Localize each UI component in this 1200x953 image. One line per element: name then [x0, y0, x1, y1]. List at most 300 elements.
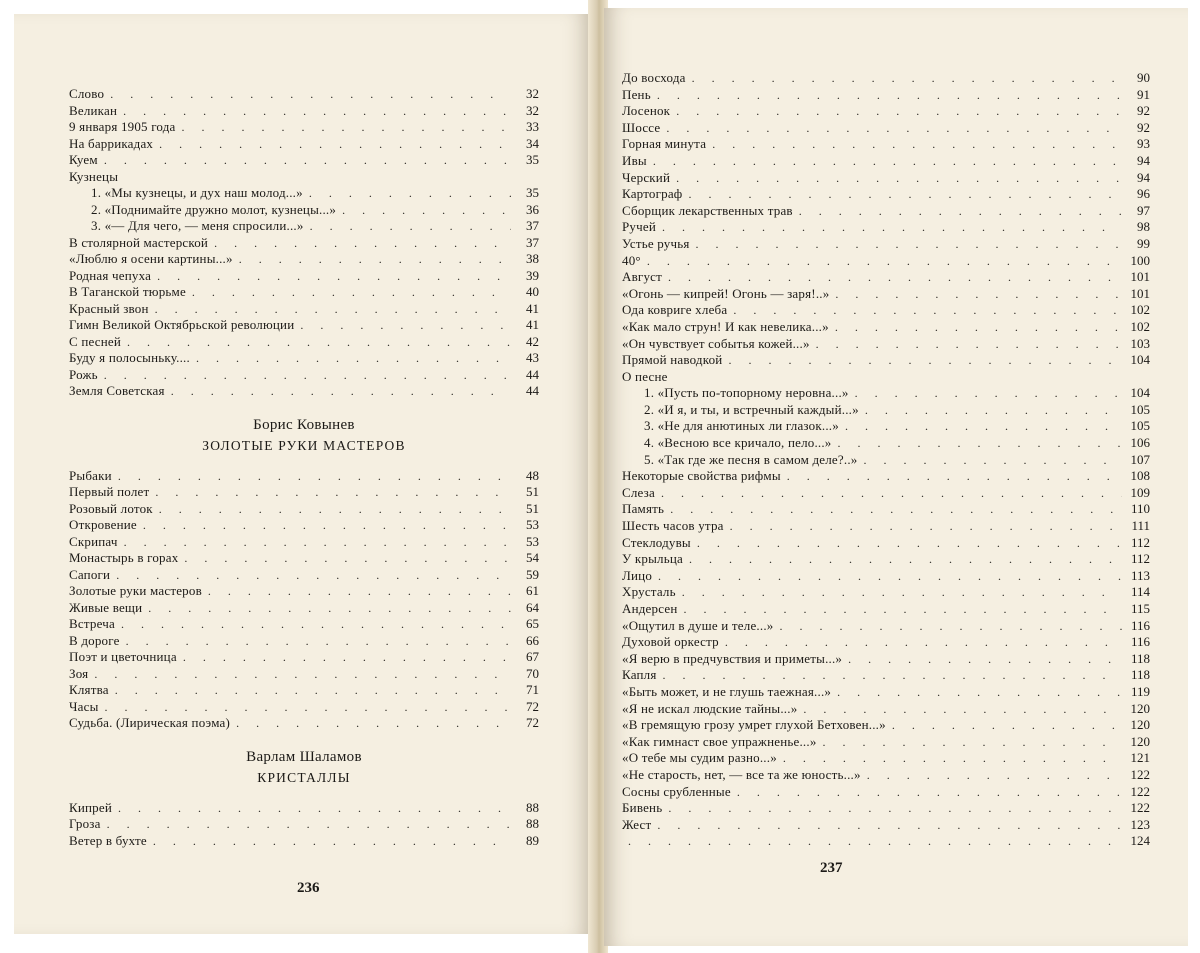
left-page — [14, 14, 590, 934]
toc-entry-title: Август — [622, 269, 663, 285]
toc-entry-title: Черский — [622, 169, 671, 185]
toc-entry — [622, 618, 1150, 635]
toc-entry-page: 119 — [1130, 683, 1150, 699]
toc-entry-title: «Я не искал людские тайны...» — [622, 700, 798, 716]
toc-entry-title: Лицо — [622, 567, 653, 583]
dot-leader — [342, 202, 511, 219]
toc-entry-page: 32 — [526, 86, 539, 101]
toc-entry-title: Ветер в бухте — [69, 832, 147, 848]
toc-entry — [69, 202, 539, 219]
dot-leader — [236, 715, 511, 732]
dot-leader — [668, 269, 1122, 286]
toc-entry-title: 1. «Мы кузнецы, и дух наш молод...» — [91, 185, 303, 200]
toc-entry-page: 115 — [1130, 601, 1150, 616]
toc-entry-title: 5. «Так где же песня в самом деле?..» — [644, 451, 858, 467]
toc-entry-title: Сапоги — [69, 566, 111, 582]
page-number: 237 — [820, 860, 843, 876]
toc-entry-page: 97 — [1137, 202, 1150, 218]
toc-entry — [622, 352, 1150, 369]
toc-entry — [622, 369, 1150, 386]
toc-entry-page: 35 — [526, 152, 539, 167]
dot-leader — [155, 484, 511, 501]
section-book-title: ЗОЛОТЫЕ РУКИ МАСТЕРОВ — [202, 437, 406, 453]
toc-entry — [622, 833, 1150, 850]
toc-entry-page: 112 — [1130, 534, 1150, 550]
toc-entry-page: 53 — [526, 533, 539, 549]
toc-entry — [622, 435, 1150, 452]
toc-entry — [69, 350, 539, 367]
toc-entry-page: 94 — [1137, 152, 1150, 168]
toc-entry-page: 93 — [1137, 136, 1150, 152]
toc-entry-page: 100 — [1130, 252, 1150, 268]
toc-entry — [622, 286, 1150, 303]
toc-entry-page: 122 — [1130, 800, 1150, 816]
dot-leader — [115, 682, 511, 699]
toc-entry-title: 2. «И я, и ты, и встречный каждый...» — [644, 401, 859, 417]
toc-entry-title: Монастырь в горах — [69, 550, 179, 565]
toc-entry-page: 101 — [1130, 269, 1150, 285]
toc-entry-page: 120 — [1130, 733, 1150, 749]
dot-leader — [196, 350, 511, 367]
toc-entry — [69, 317, 539, 334]
toc-entry-title: Бивень — [622, 800, 663, 816]
dot-leader — [823, 734, 1122, 751]
toc-entry-title: Золотые руки мастеров — [69, 583, 202, 598]
dot-leader — [647, 253, 1122, 270]
dot-leader — [684, 601, 1123, 618]
toc-entry-page: 54 — [526, 550, 539, 565]
toc-entry-page: 121 — [1130, 750, 1150, 766]
dot-leader — [123, 103, 511, 120]
dot-leader — [855, 385, 1122, 402]
toc-entry-title: Кузнецы — [69, 168, 119, 184]
dot-leader — [171, 383, 511, 400]
toc-entry — [622, 153, 1150, 170]
dot-leader — [662, 219, 1122, 236]
toc-entry-page: 35 — [526, 185, 539, 200]
toc-entry-page: 37 — [526, 218, 539, 233]
toc-entry-title: Прямой наводкой — [622, 352, 723, 368]
toc-entry-title: Клятва — [69, 682, 109, 697]
toc-entry-title: «Люблю я осени картины...» — [69, 251, 233, 266]
dot-leader — [697, 535, 1122, 552]
dot-leader — [110, 86, 511, 103]
toc-entry-page: 39 — [526, 267, 539, 283]
dot-leader — [737, 784, 1122, 801]
toc-entry — [622, 253, 1150, 270]
toc-entry-title: Земля Советская — [69, 383, 165, 398]
toc-entry-title: 3. «— Для чего, — меня спросили...» — [91, 218, 304, 233]
dot-leader — [143, 517, 511, 534]
toc-entry-title: Сосны срубленные — [622, 783, 731, 799]
toc-entry — [622, 186, 1150, 203]
toc-entry — [69, 468, 539, 485]
dot-leader — [628, 833, 1122, 850]
dot-leader — [688, 186, 1122, 203]
toc-entry — [69, 136, 539, 153]
toc-entry-page: 32 — [526, 102, 539, 118]
toc-entry — [622, 767, 1150, 784]
toc-entry-title: «Я верю в предчувствия и приметы...» — [622, 650, 843, 666]
toc-entry-title: Духовой оркестр — [622, 634, 719, 650]
toc-entry-title: Гимн Великой Октябрьской революции — [69, 317, 295, 332]
toc-entry — [622, 103, 1150, 120]
toc-entry — [622, 87, 1150, 104]
dot-leader — [183, 649, 511, 666]
toc-entry-title: «Быть может, и не глушь таежная...» — [622, 683, 832, 699]
dot-leader — [779, 618, 1122, 635]
toc-entry-page: 61 — [526, 583, 539, 598]
toc-entry-title: 3. «Не для анютиных ли глазок...» — [644, 418, 839, 434]
toc-entry — [69, 251, 539, 268]
toc-entry — [622, 236, 1150, 253]
toc-entry-page: 67 — [526, 649, 539, 664]
toc-entry-title: Первый полет — [69, 484, 150, 499]
dot-leader — [159, 501, 511, 518]
dot-leader — [668, 800, 1122, 817]
toc-entry — [69, 86, 539, 103]
toc-entry-title: Красный звон — [69, 300, 149, 316]
dot-leader — [837, 684, 1122, 701]
section-book-title: КРИСТАЛЛЫ — [257, 769, 351, 785]
page-number: 236 — [297, 880, 320, 896]
toc-entry — [622, 170, 1150, 187]
toc-entry-title: Рыбаки — [69, 467, 112, 483]
toc-entry-page: 88 — [526, 799, 539, 815]
dot-leader — [192, 284, 511, 301]
toc-entry-page: 112 — [1130, 551, 1150, 567]
dot-leader — [799, 203, 1122, 220]
dot-leader — [155, 301, 511, 318]
dot-leader — [126, 633, 511, 650]
toc-entry — [622, 468, 1150, 485]
toc-entry-page: 120 — [1130, 717, 1150, 733]
toc-entry — [622, 634, 1150, 651]
toc-entry-title: Андерсен — [622, 601, 678, 616]
toc-entry-title: 2. «Поднимайте дружно молот, кузнецы...» — [91, 201, 337, 217]
dot-leader — [783, 750, 1122, 767]
toc-entry-title: Устье ручья — [622, 235, 690, 251]
dot-leader — [838, 435, 1122, 452]
toc-entry — [69, 633, 539, 650]
dot-leader — [214, 235, 511, 252]
toc-entry-title: Родная чепуха — [69, 267, 152, 283]
dot-leader — [835, 286, 1122, 303]
toc-entry-title: Живые вещи — [69, 599, 143, 615]
dot-leader — [124, 534, 511, 551]
dot-leader — [661, 485, 1122, 502]
toc-entry — [69, 119, 539, 136]
toc-entry-page: 122 — [1130, 766, 1150, 782]
toc-entry-page: 94 — [1137, 169, 1150, 185]
dot-leader — [118, 468, 511, 485]
toc-entry-page: 111 — [1131, 518, 1150, 534]
toc-entry-title: 40° — [622, 252, 641, 268]
dot-leader — [104, 152, 511, 169]
toc-entry-title: Зоя — [69, 665, 89, 681]
dot-leader — [127, 334, 511, 351]
toc-entry-title: Рожь — [69, 366, 98, 382]
toc-entry-page: 124 — [1130, 833, 1150, 849]
dot-leader — [104, 367, 511, 384]
toc-entry — [622, 302, 1150, 319]
toc-entry — [69, 501, 539, 518]
toc-entry-page: 98 — [1137, 219, 1150, 235]
toc-entry-page: 105 — [1130, 418, 1150, 434]
dot-leader — [94, 666, 511, 683]
toc-entry — [69, 600, 539, 617]
dot-leader — [867, 767, 1122, 784]
dot-leader — [663, 667, 1122, 684]
toc-entry-page: 70 — [526, 665, 539, 681]
toc-entry-page: 41 — [526, 317, 539, 332]
toc-entry-title: Хрусталь — [622, 584, 676, 600]
toc-entry — [622, 336, 1150, 353]
dot-leader — [300, 317, 511, 334]
toc-entry-title: В столярной мастерской — [69, 234, 209, 250]
toc-entry-title: Поэт и цветочница — [69, 649, 177, 664]
toc-entry-title: С песней — [69, 333, 122, 349]
toc-entry-title: До восхода — [622, 70, 686, 85]
toc-entry — [622, 717, 1150, 734]
toc-entry-title: На баррикадах — [69, 135, 154, 151]
toc-entry-title: Ивы — [622, 152, 647, 168]
dot-leader — [676, 170, 1122, 187]
toc-entry-title: Некоторые свойства рифмы — [622, 468, 781, 484]
toc-entry-page: 42 — [526, 333, 539, 349]
toc-entry-title: Куем — [69, 152, 98, 167]
toc-entry-title: Шоссе — [622, 119, 661, 135]
toc-entry — [622, 120, 1150, 137]
toc-entry-page: 92 — [1137, 119, 1150, 135]
dot-leader — [657, 817, 1122, 834]
toc-entry-page: 110 — [1130, 501, 1150, 517]
section-author: Борис Ковынев — [253, 416, 355, 433]
toc-entry-page: 44 — [526, 383, 539, 398]
toc-entry — [69, 816, 539, 833]
toc-entry-page: 72 — [526, 698, 539, 714]
toc-entry-page: 36 — [526, 201, 539, 217]
toc-entry-page: 103 — [1130, 335, 1150, 351]
toc-entry — [69, 666, 539, 683]
toc-entry-page: 101 — [1130, 285, 1150, 301]
dot-leader — [148, 600, 511, 617]
toc-entry — [622, 402, 1150, 419]
toc-entry-page: 44 — [526, 366, 539, 382]
toc-entry-page: 91 — [1137, 86, 1150, 102]
toc-entry — [69, 334, 539, 351]
toc-entry — [622, 70, 1150, 87]
toc-entry — [622, 136, 1150, 153]
toc-entry-title: Розовый лоток — [69, 500, 153, 516]
toc-entry-title: «О тебе мы судим разно...» — [622, 750, 777, 766]
toc-entry — [622, 684, 1150, 701]
toc-entry-page: 72 — [526, 715, 539, 730]
toc-entry-page: 106 — [1130, 435, 1150, 451]
toc-entry — [622, 203, 1150, 220]
toc-entry — [622, 269, 1150, 286]
toc-entry-title: Встреча — [69, 616, 115, 631]
toc-entry — [69, 682, 539, 699]
toc-entry-page: 53 — [526, 517, 539, 532]
dot-leader — [689, 551, 1122, 568]
toc-entry-page: 64 — [526, 599, 539, 615]
toc-entry — [622, 518, 1150, 535]
toc-entry — [69, 383, 539, 400]
toc-entry-title: Сборщик лекарственных трав — [622, 202, 793, 218]
toc-entry-title: Лосенок — [622, 103, 671, 119]
dot-leader — [865, 402, 1122, 419]
dot-leader — [733, 302, 1122, 319]
toc-entry — [622, 418, 1150, 435]
toc-entry-page: 105 — [1130, 401, 1150, 417]
dot-leader — [116, 567, 511, 584]
toc-entry-title: Картограф — [622, 186, 683, 202]
right-page — [604, 8, 1188, 946]
dot-leader — [670, 501, 1122, 518]
toc-entry — [69, 185, 539, 202]
dot-leader — [835, 319, 1122, 336]
toc-entry-page: 48 — [526, 467, 539, 483]
toc-entry — [622, 651, 1150, 668]
toc-entry-page: 120 — [1130, 700, 1150, 716]
toc-entry-title: О песне — [622, 368, 668, 384]
toc-entry — [622, 800, 1150, 817]
toc-entry-page: 59 — [526, 566, 539, 582]
toc-entry — [69, 218, 539, 235]
toc-entry-title: «Как гимнаст свое упражненье...» — [622, 733, 817, 749]
dot-leader — [696, 236, 1122, 253]
toc-entry — [69, 534, 539, 551]
dot-leader — [157, 268, 511, 285]
toc-entry-page: 122 — [1130, 783, 1150, 799]
dot-leader — [845, 418, 1122, 435]
toc-entry-page: 99 — [1137, 235, 1150, 251]
toc-entry — [622, 817, 1150, 834]
toc-entry-page: 96 — [1137, 186, 1150, 202]
toc-entry-page: 116 — [1130, 617, 1150, 633]
toc-entry-page: 33 — [526, 119, 539, 134]
toc-entry-page: 89 — [526, 832, 539, 848]
dot-leader — [848, 651, 1122, 668]
dot-leader — [728, 352, 1122, 369]
toc-entry-page: 92 — [1137, 103, 1150, 119]
toc-entry — [69, 649, 539, 666]
dot-leader — [153, 833, 511, 850]
toc-entry-title: Стеклодувы — [622, 534, 691, 550]
dot-leader — [159, 136, 511, 153]
toc-group-1 — [69, 86, 539, 400]
toc-entry — [622, 734, 1150, 751]
toc-entry — [622, 784, 1150, 801]
toc-entry-title: «Как мало струн! И как невелика...» — [622, 318, 829, 334]
dot-leader — [107, 816, 511, 833]
toc-entry-page: 118 — [1130, 650, 1150, 666]
toc-entry-page: 109 — [1130, 484, 1150, 500]
toc-entry-page: 51 — [526, 484, 539, 499]
toc-entry-page: 102 — [1130, 302, 1150, 318]
toc-entry — [622, 667, 1150, 684]
toc-entry-title: Великан — [69, 102, 118, 118]
toc-entry-title: «Ощутил в душе и теле...» — [622, 617, 774, 633]
toc-entry-title: Слово — [69, 86, 105, 101]
toc-entry-title: Ручей — [622, 219, 656, 235]
toc-entry-page: 123 — [1130, 816, 1150, 832]
toc-entry-title: «Не старость, нет, — все та же юность...» — [622, 766, 861, 782]
toc-entry-title: Откровение — [69, 517, 137, 532]
section-author: Варлам Шаламов — [246, 748, 362, 765]
toc-entry-title: Капля — [622, 667, 657, 683]
toc-entry-title: У крыльца — [622, 551, 683, 567]
dot-leader — [105, 699, 511, 716]
dot-leader — [863, 452, 1122, 469]
toc-entry — [69, 616, 539, 633]
dot-leader — [309, 185, 511, 202]
dot-leader — [118, 800, 511, 817]
toc-entry — [622, 750, 1150, 767]
toc-entry-title: Гроза — [69, 816, 101, 831]
dot-leader — [676, 103, 1122, 120]
toc-entry-title: 1. «Пусть по-топорному неровна...» — [644, 385, 849, 401]
toc-entry-page: 114 — [1130, 584, 1150, 600]
dot-leader — [803, 701, 1122, 718]
toc-entry — [622, 485, 1150, 502]
left-table-of-contents — [69, 86, 539, 849]
toc-entry-title: В дороге — [69, 632, 120, 648]
toc-entry-page: 65 — [526, 616, 539, 631]
toc-entry-title: «Огонь — кипрей! Огонь — заря!..» — [622, 285, 830, 301]
toc-entry-page: 43 — [526, 350, 539, 365]
toc-entry-page: 38 — [526, 251, 539, 266]
toc-entry-page: 102 — [1130, 318, 1150, 334]
toc-entry-title: Жест — [622, 816, 652, 832]
toc-entry-title: Слеза — [622, 484, 655, 500]
toc-entry — [69, 169, 539, 186]
toc-entry — [69, 715, 539, 732]
dot-leader — [712, 136, 1122, 153]
toc-entry-page: 66 — [526, 632, 539, 648]
toc-entry — [622, 452, 1150, 469]
toc-entry-title: 4. «Весною все кричало, пело...» — [644, 435, 832, 451]
toc-entry — [69, 152, 539, 169]
toc-entry-page: 34 — [526, 135, 539, 151]
toc-entry-page: 40 — [526, 284, 539, 299]
dot-leader — [121, 616, 511, 633]
right-table-of-contents — [622, 70, 1150, 850]
toc-entry-page: 108 — [1130, 468, 1150, 484]
toc-entry-title: В Таганской тюрьме — [69, 284, 186, 299]
toc-entry — [69, 833, 539, 850]
toc-entry-page: 104 — [1130, 352, 1150, 368]
toc-entry-page: 116 — [1130, 634, 1150, 650]
toc-entry — [69, 800, 539, 817]
toc-entry — [69, 284, 539, 301]
toc-entry — [622, 535, 1150, 552]
dot-leader — [657, 87, 1122, 104]
dot-leader — [310, 218, 511, 235]
toc-entry — [622, 219, 1150, 236]
toc-entry-page: 37 — [526, 234, 539, 250]
dot-leader — [816, 336, 1122, 353]
toc-entry-page: 88 — [526, 816, 539, 831]
dot-leader — [730, 518, 1122, 535]
toc-entry — [622, 501, 1150, 518]
toc-entry-page: 71 — [526, 682, 539, 697]
toc-entry — [69, 550, 539, 567]
dot-leader — [182, 119, 511, 136]
dot-leader — [208, 583, 511, 600]
toc-entry — [69, 268, 539, 285]
